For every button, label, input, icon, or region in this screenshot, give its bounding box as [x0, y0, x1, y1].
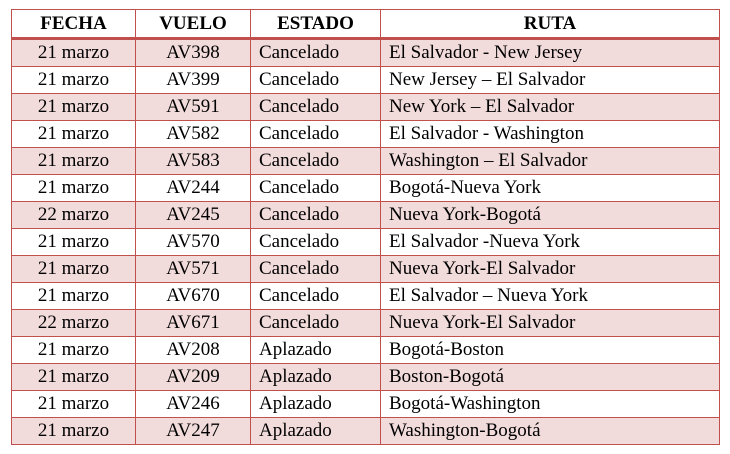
table-row — [12, 148, 720, 175]
vuelo-cell: AV570 — [136, 229, 251, 256]
vuelo-cell: AV671 — [136, 310, 251, 337]
estado-cell: Cancelado — [251, 39, 381, 67]
ruta-cell: El Salvador -Nueva York — [381, 229, 720, 256]
estado-cell: Aplazado — [251, 391, 381, 418]
vuelo-cell: AV244 — [136, 175, 251, 202]
vuelo-cell: AV583 — [136, 148, 251, 175]
column-header-vuelo: VUELO — [136, 10, 251, 39]
vuelo-cell: AV245 — [136, 202, 251, 229]
table-row — [12, 202, 720, 229]
table-header — [12, 10, 720, 39]
estado-cell: Cancelado — [251, 94, 381, 121]
flights-table — [11, 9, 720, 445]
estado-cell: Cancelado — [251, 148, 381, 175]
fecha-cell: 21 marzo — [12, 148, 136, 175]
table-row — [12, 229, 720, 256]
ruta-cell: El Salvador - New Jersey — [381, 39, 720, 67]
table-row — [12, 364, 720, 391]
ruta-cell: New York – El Salvador — [381, 94, 720, 121]
estado-cell: Cancelado — [251, 256, 381, 283]
fecha-cell: 21 marzo — [12, 283, 136, 310]
fecha-cell: 21 marzo — [12, 391, 136, 418]
fecha-cell: 21 marzo — [12, 67, 136, 94]
table-row — [12, 175, 720, 202]
vuelo-cell: AV399 — [136, 67, 251, 94]
fecha-cell: 21 marzo — [12, 418, 136, 445]
fecha-cell: 21 marzo — [12, 39, 136, 67]
ruta-cell: Nueva York-El Salvador — [381, 310, 720, 337]
vuelo-cell: AV571 — [136, 256, 251, 283]
flights-table-container — [11, 9, 720, 445]
ruta-cell: Washington – El Salvador — [381, 148, 720, 175]
estado-cell: Aplazado — [251, 337, 381, 364]
estado-cell: Cancelado — [251, 229, 381, 256]
vuelo-cell: AV398 — [136, 39, 251, 67]
fecha-cell: 21 marzo — [12, 256, 136, 283]
ruta-cell: Bogotá-Boston — [381, 337, 720, 364]
vuelo-cell: AV591 — [136, 94, 251, 121]
fecha-cell: 21 marzo — [12, 337, 136, 364]
ruta-cell: Washington-Bogotá — [381, 418, 720, 445]
estado-cell: Cancelado — [251, 67, 381, 94]
estado-cell: Cancelado — [251, 310, 381, 337]
table-row — [12, 310, 720, 337]
ruta-cell: Nueva York-Bogotá — [381, 202, 720, 229]
fecha-cell: 21 marzo — [12, 121, 136, 148]
table-row — [12, 283, 720, 310]
vuelo-cell: AV208 — [136, 337, 251, 364]
fecha-cell: 21 marzo — [12, 94, 136, 121]
vuelo-cell: AV670 — [136, 283, 251, 310]
vuelo-cell: AV582 — [136, 121, 251, 148]
table-row — [12, 337, 720, 364]
column-header-ruta: RUTA — [381, 10, 720, 39]
fecha-cell: 21 marzo — [12, 229, 136, 256]
fecha-cell: 22 marzo — [12, 202, 136, 229]
table-row — [12, 418, 720, 445]
estado-cell: Aplazado — [251, 364, 381, 391]
table-body — [12, 39, 720, 445]
estado-cell: Cancelado — [251, 202, 381, 229]
table-row — [12, 391, 720, 418]
ruta-cell: Nueva York-El Salvador — [381, 256, 720, 283]
vuelo-cell: AV246 — [136, 391, 251, 418]
ruta-cell: El Salvador - Washington — [381, 121, 720, 148]
header-row — [12, 10, 720, 39]
estado-cell: Cancelado — [251, 121, 381, 148]
ruta-cell: El Salvador – Nueva York — [381, 283, 720, 310]
fecha-cell: 22 marzo — [12, 310, 136, 337]
vuelo-cell: AV209 — [136, 364, 251, 391]
fecha-cell: 21 marzo — [12, 175, 136, 202]
table-row — [12, 121, 720, 148]
column-header-fecha: FECHA — [12, 10, 136, 39]
ruta-cell: Bogotá-Washington — [381, 391, 720, 418]
ruta-cell: Bogotá-Nueva York — [381, 175, 720, 202]
estado-cell: Cancelado — [251, 175, 381, 202]
estado-cell: Aplazado — [251, 418, 381, 445]
fecha-cell: 21 marzo — [12, 364, 136, 391]
table-row — [12, 67, 720, 94]
column-header-estado: ESTADO — [251, 10, 381, 39]
vuelo-cell: AV247 — [136, 418, 251, 445]
table-row — [12, 256, 720, 283]
table-row — [12, 39, 720, 67]
ruta-cell: Boston-Bogotá — [381, 364, 720, 391]
ruta-cell: New Jersey – El Salvador — [381, 67, 720, 94]
table-row — [12, 94, 720, 121]
estado-cell: Cancelado — [251, 283, 381, 310]
